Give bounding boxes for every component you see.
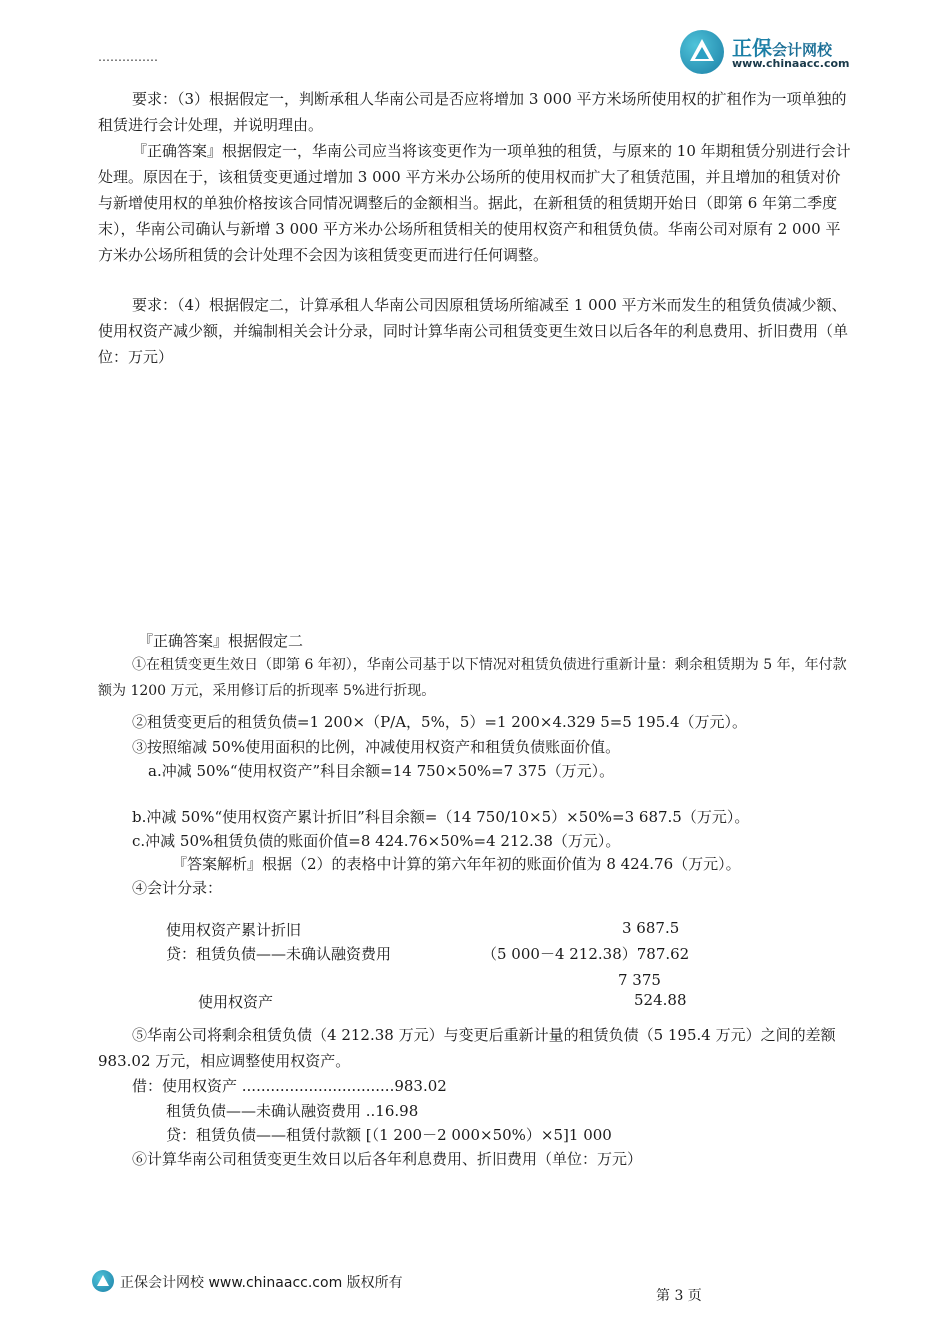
logo-url: www.chinaacc.com: [732, 57, 850, 70]
answer-item3c: c.冲减 50%租赁负债的账面价值=8 424.76×50%=4 212.38（万元）。: [132, 832, 621, 850]
answer-item4: ④会计分录：: [132, 879, 223, 897]
item5-credit1: 贷：租赁负债——租赁付款额 [（1 200－2 000×50%）×5]1 000: [166, 1126, 612, 1144]
logo: [680, 28, 880, 78]
item5-text: ⑤华南公司将剩余租赁负债（4 212.38 万元）与变更后重新计量的租赁负债（5 195.4 万元）之间的差额 983.02 万元，相应调整使用权资产。: [98, 1026, 836, 1070]
answer-analysis: 『答案解析』根据（2）的表格中计算的第六年年初的账面价值为 8 424.76（万元）。: [172, 855, 741, 873]
header-fragment: ……………: [98, 50, 158, 64]
footer-logo-icon: [92, 1270, 114, 1292]
answer-item3a: a.冲减 50%“使用权资产”科目余额=14 750×50%=7 375（万元）。: [148, 762, 615, 780]
page-number: 第 3 页: [656, 1288, 702, 1304]
answer-item1-text: ①在租赁变更生效日（即第 6 年初），华南公司基于以下情况对租赁负债进行重新计量：剩余租赁期为 5 年，年付款额为 1200 万元，采用修订后的折现率 5%进行折现。: [98, 657, 847, 699]
item5-debit2: 租赁负债——未确认融资费用 ..16.98: [166, 1102, 419, 1120]
logo-brand: 正保: [732, 36, 772, 60]
entry1-credit2-amount: 7 375: [618, 971, 661, 989]
footer-text: 正保会计网校 www.chinaacc.com 版权所有: [120, 1275, 403, 1291]
q4-requirement: 要求：（4）根据假定二，计算承租人华南公司因原租赁场所缩减至 1 000 平方米而发生的租赁负债减少额、使用权资产减少额，并编制相关会计分录，同时计算华南公司租赁变更生效日以后各年的利息费用、折旧费用（单位：万元）: [98, 296, 849, 366]
entry1-credit3-amount: 524.88: [634, 991, 687, 1009]
entry1-debit-line: 使用权资产累计折旧: [166, 921, 302, 939]
item6-text: ⑥计算华南公司租赁变更生效日以后各年利息费用、折旧费用（单位：万元）: [132, 1150, 643, 1168]
answer-heading: 『正确答案』根据假定二: [138, 632, 304, 650]
item5-debit1: 借：使用权资产 ................................983.02: [132, 1077, 447, 1095]
answer-item1: [98, 656, 854, 704]
entry1-debit-amount: 3 687.5: [622, 919, 680, 937]
q3-answer: 『正确答案』根据假定一，华南公司应当将该变更作为一项单独的租赁，与原来的 10 年期租赁分别进行会计处理。原因在于，该租赁变更通过增加 3 000 平方米办公场所的使用权而扩大了租赁范围，并且增加的租赁对价与新增使用权的单独价格按该合同情况调整后的金额相当。据此，在新租赁的租赁期开始日（即第 6 年第二季度末），华南公司确认与新增 3 000 平方米办公场所租赁相关的使用权资产和租赁负债。华南公司对原有 2 000 平方米办公场所租赁的会计处理不会因为该租赁变更而进行任何调整。: [98, 142, 851, 264]
answer-item3b: b.冲减 50%“使用权资产累计折旧”科目余额=（14 750/10×5）×50%=3 687.5（万元）。: [132, 808, 750, 826]
entry1-credit3: 使用权资产: [198, 993, 274, 1011]
q3-requirement: 要求：（3）根据假定一，判断承租人华南公司是否应将增加 3 000 平方米场所使用权的扩租作为一项单独的租赁进行会计处理，并说明理由。: [98, 90, 847, 134]
logo-icon: [680, 30, 724, 74]
entry1-credit1: 贷：租赁负债——未确认融资费用: [166, 945, 392, 963]
logo-sub: 会计网校: [772, 41, 833, 59]
entry1-credit1-amount: （5 000－4 212.38）787.62: [482, 945, 690, 963]
answer-item2: ②租赁变更后的租赁负债=1 200×（P/A，5%，5）=1 200×4.329 5=5 195.4（万元）。: [132, 713, 748, 731]
answer-item3: ③按照缩减 50%使用面积的比例，冲减使用权资产和租赁负债账面价值。: [132, 738, 621, 756]
